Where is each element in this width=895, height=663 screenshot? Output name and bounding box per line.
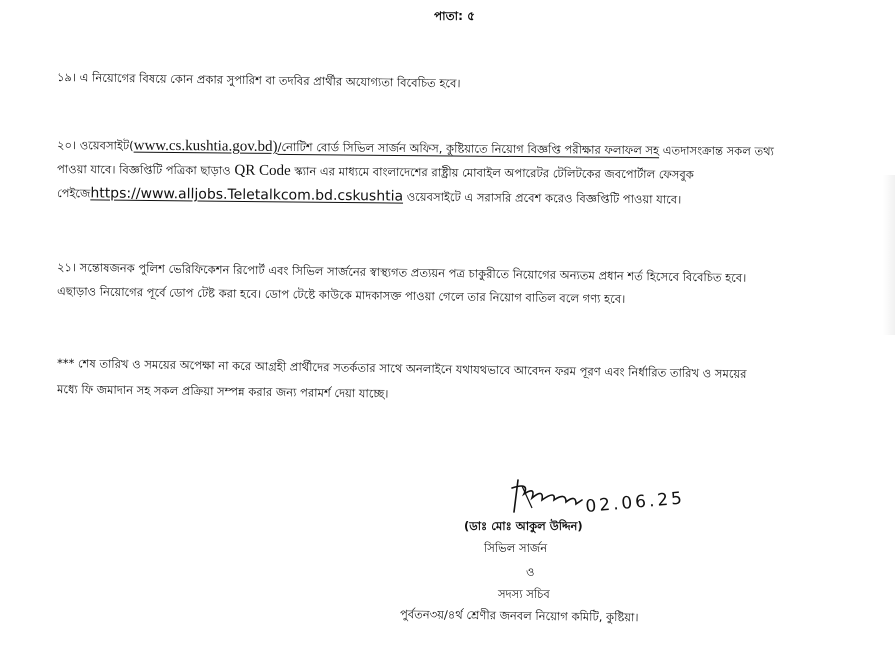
conjunction-text: ও xyxy=(526,565,535,579)
item-21-line-1: ২১। সন্তোষজনক পুলিশ ভেরিফিকেশন রিপোর্ট এবং সিভিল সার্জনের স্বাস্থ্যগত প্রত্যয়ন পত্র চাকুরীতে নিয়োগের অন্যতম প্রধান শর্ত হিসেবে বিবেচিত হবে। xyxy=(56,260,747,285)
note-line-1: *** শেষ তারিখ ও সময়ের অপেক্ষা না করে আগ্রহী প্রার্থীদের সতর্কতার সাথে অনলাইনে যথাযথভাবে আবেদন ফরম পূরণ এবং নির্ধারিত তারিখ ও সময়ের xyxy=(56,356,747,381)
item-20-suffix: এতদাসংক্রান্ত সকল তথ্য xyxy=(659,143,774,159)
notice-board-text: /নোটিশ বোর্ড সিভিল সার্জন অফিস, কুষ্টিয়াতে নিয়োগ বিজ্ঞপ্তি পরীক্ষার ফলাফল সহ xyxy=(277,139,660,158)
page-number: পাতা: ৫ xyxy=(434,9,475,23)
item-20-line-2 xyxy=(57,162,872,184)
scan-shadow xyxy=(883,175,895,335)
handwritten-date: 02.06.25 xyxy=(584,488,686,517)
item-19: ১৯। এ নিয়োগের বিষয়ে কোন প্রকার সুপারিশ বা তদবির প্রার্থীর অযোগ্যতা বিবেচিত হবে। xyxy=(56,70,461,91)
item-20-line-1 xyxy=(57,138,774,159)
item-20-prefix: ২০। ওয়েবসাইট( xyxy=(56,138,134,153)
handwritten-signature-icon xyxy=(510,478,710,518)
item-20-line-2-part-1: পাওয়া যাবে। বিজ্ঞপ্তিটি পত্রিকা ছাড়াও xyxy=(56,162,231,178)
item-20-line-3-prefix: পেইজে xyxy=(56,186,91,201)
item-20-line-3-suffix: ওয়েবসাইটে এ সরাসরি প্রবেশ করেও বিজ্ঞপ্তিটি পাওয়া যাবে। xyxy=(403,189,682,207)
committee-name: পুর্বতন৩য়/৪র্থ শ্রেণীর জনবল নিয়োগ কমিটি, কুষ্টিয়া। xyxy=(399,607,639,625)
item-20-line-3 xyxy=(57,186,681,207)
signatory-name: (ডাঃ মোঃ আকুল উদ্দিন) xyxy=(464,519,583,533)
signatory-role: সদস্য সচিব xyxy=(498,587,550,601)
item-21-line-2: এছাড়াও নিয়োগের পূর্বে ডোপ টেষ্ট করা হবে। ডোপ টেষ্টে কাউকে মাদকাসক্ত পাওয়া গেলে তার নিয়োগ বাতিল বলে গণ্য হবে। xyxy=(56,284,626,306)
qr-code-text: QR Code xyxy=(230,162,295,180)
note-line-2: মধ্যে ফি জমাদান সহ সকল প্রক্রিয়া সম্পন্ন করার জন্য পরামর্শ দেয়া যাচ্ছে। xyxy=(56,382,389,401)
item-20-line-2-part-2: স্ক্যান এর মাধ্যমে বাংলাদেশের রাষ্ট্রীয় মোবাইল অপারেটর টেলিটকের জবপোর্টাল ফেসবুক xyxy=(294,164,694,182)
signatory-designation: সিভিল সার্জন xyxy=(484,541,548,555)
alljobs-link[interactable]: https://www.alljobs.Teletalkcom.bd.cskushtia xyxy=(90,185,404,205)
website-link[interactable]: www.cs.kushtia.gov.bd) xyxy=(133,137,278,155)
